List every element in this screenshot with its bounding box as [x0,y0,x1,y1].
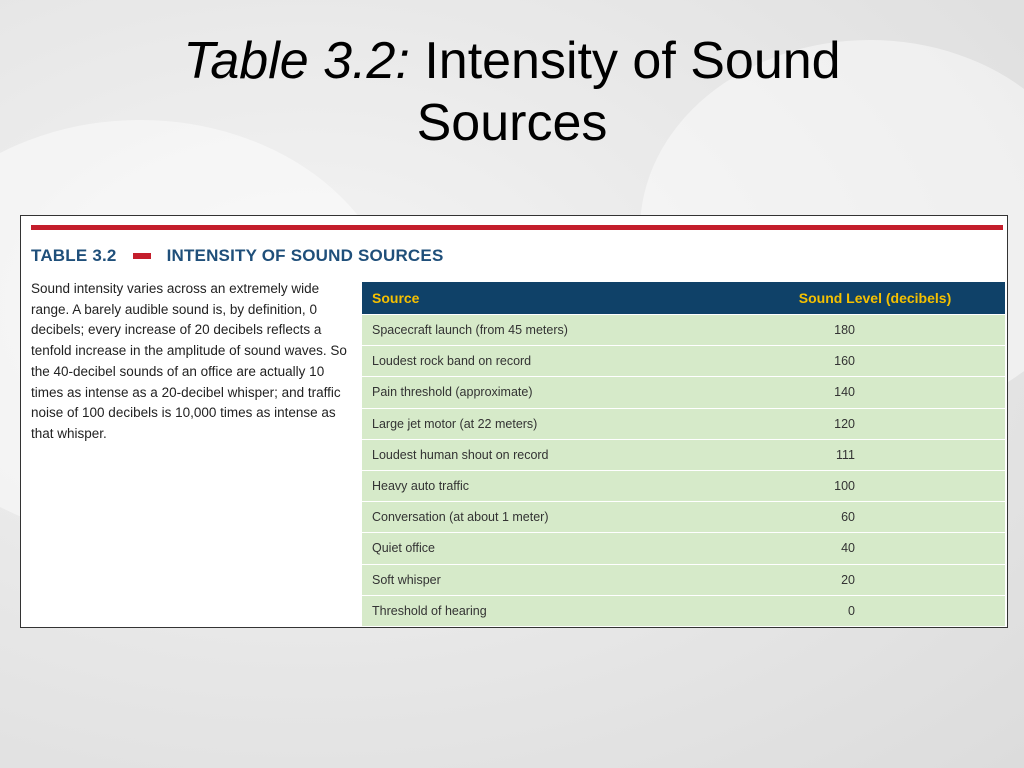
red-dash-icon [133,253,151,259]
cell-level: 120 [834,416,855,431]
cell-level: 100 [834,479,855,494]
column-header-source: Source [372,290,420,306]
cell-source: Spacecraft launch (from 45 meters) [372,323,568,338]
table-heading-text: INTENSITY OF SOUND SOURCES [166,246,444,265]
cell-source: Loudest rock band on record [372,354,532,369]
cell-level: 20 [841,572,855,587]
sound-table [362,282,1005,626]
table-panel [20,215,1008,628]
table-description: Sound intensity varies across an extremely wide range. A barely audible sound is, by definition, 0 decibels; every increase of 20 decibels reflects a tenfold increase in the amplitude of sound waves. So the 40-decibel sounds of an office are actually 10 times as intense as a 20-decibel whisper; and traffic noise of 100 decibels is 10,000 times as intense as that whisper. [31,281,347,441]
slide-title-line2: Sources [416,94,608,152]
cell-level: 40 [841,541,855,556]
cell-source: Pain threshold (approximate) [372,385,533,400]
table-row [362,532,1005,563]
column-header-level: Sound Level (decibels) [798,290,952,306]
cell-level: 180 [834,323,855,338]
cell-level: 111 [835,447,855,462]
cell-level: 60 [841,510,855,525]
table-heading [31,246,443,266]
slide-title [0,30,1024,154]
table-row [362,564,1005,595]
red-rule [31,225,1003,230]
table-row [362,345,1005,376]
cell-source: Conversation (at about 1 meter) [372,510,549,525]
cell-source: Threshold of hearing [372,603,487,618]
table-row [362,376,1005,407]
table-row [362,314,1005,345]
table-row [362,501,1005,532]
cell-level: 140 [834,385,855,400]
table-row [362,439,1005,470]
cell-source: Quiet office [372,541,436,556]
table-row [362,408,1005,439]
table-label: TABLE 3.2 [31,246,117,265]
cell-source: Soft whisper [372,572,441,587]
cell-source: Loudest human shout on record [372,447,549,462]
table-row [362,595,1005,626]
cell-level: 0 [848,603,855,618]
slide-title-rest: Intensity of Sound [409,32,841,90]
cell-source: Heavy auto traffic [372,479,470,494]
table-header-row [362,282,1005,314]
slide-title-italic: Table 3.2: [183,32,410,90]
table-row [362,470,1005,501]
cell-level: 160 [834,354,855,369]
cell-source: Large jet motor (at 22 meters) [372,416,538,431]
